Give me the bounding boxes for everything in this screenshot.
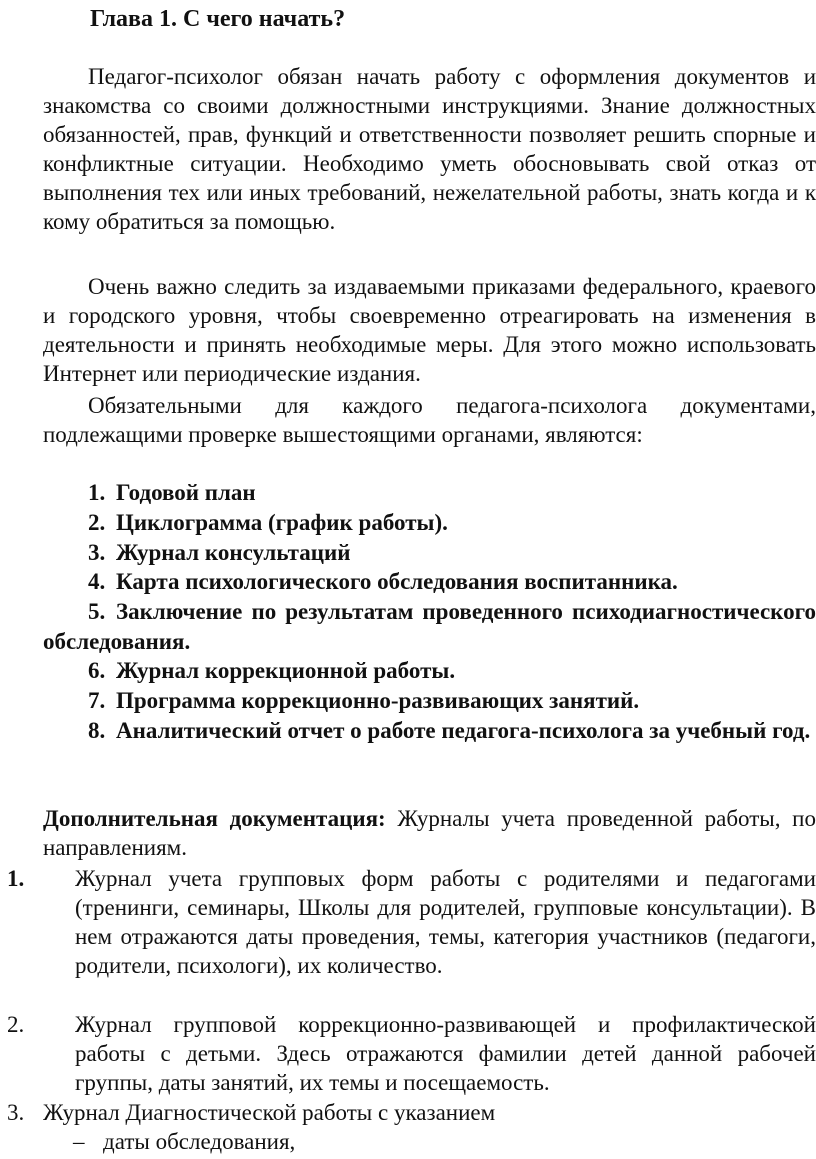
list-item xyxy=(43,538,816,568)
list-item-text: Аналитический отчет о работе педагога-психолога за учебный год. xyxy=(116,718,811,743)
list-item-text: Журнал учета групповых форм работы с родителями и педагогами (тренинги, семинары, Школы для родителей, групповые консультации). В нем отражаются даты проведения, темы, категория участников (педагоги, родители, психологи), их количество. xyxy=(75,866,816,978)
list-item-number: 6. xyxy=(88,658,106,683)
list-item xyxy=(7,1010,816,1097)
list-item xyxy=(43,478,816,508)
dash-marker: – xyxy=(73,1129,85,1154)
list-item-number: 7. xyxy=(88,688,106,713)
list-item-text: Журнал консультаций xyxy=(116,540,351,565)
list-item-text: Карта психологического обследования воспитанника. xyxy=(116,569,678,594)
list-item-number: 1. xyxy=(88,480,106,505)
dash-list-item-text: даты обследования, xyxy=(103,1129,296,1154)
additional-documentation-label: Дополнительная документация: xyxy=(43,806,386,831)
list-item-text: Журнал Диагностической работы с указанием xyxy=(43,1100,496,1125)
list-item-text: Журнал коррекционной работы. xyxy=(116,658,456,683)
list-item xyxy=(43,567,816,597)
list-item xyxy=(43,656,816,686)
list-item-text: Годовой план xyxy=(116,480,256,505)
list-item xyxy=(7,864,816,980)
list-item-number: 2. xyxy=(7,1012,25,1037)
list-item xyxy=(43,716,816,746)
list-item xyxy=(43,597,816,656)
list-item-text: Заключение по результатам проведенного психодиагностического обследования. xyxy=(43,599,816,654)
list-item-number: 3. xyxy=(88,540,106,565)
chapter-heading: Глава 1. С чего начать? xyxy=(90,6,346,32)
list-item-number: 5. xyxy=(88,599,106,624)
list-item-text: Журнал групповой коррекционно-развивающей и профилактической работы с детьми. Здесь отражаются фамилии детей данной рабочей группы, даты занятий, их темы и посещаемость. xyxy=(75,1012,816,1095)
list-item-text: Циклограмма (график работы). xyxy=(116,510,448,535)
additional-documentation-text: Журналы учета проведенной работы, по направлениям. xyxy=(43,806,816,860)
additional-documentation xyxy=(43,804,816,862)
list-item xyxy=(7,1098,784,1127)
list-item xyxy=(43,508,816,538)
list-item-number: 3. xyxy=(7,1100,25,1125)
paragraph-required-docs: Обязательными для каждого педагога-психолога документами, подлежащими проверке вышестоящими органами, являются: xyxy=(43,393,816,447)
paragraph-orders: Очень важно следить за издаваемыми приказами федерального, краевого и городского уровня, чтобы своевременно отреагировать на изменения в деятельности и принять необходимые меры. Для этого можно использовать Интернет или периодические издания. xyxy=(43,274,816,386)
paragraph-intro: Педагог-психолог обязан начать работу с оформления документов и знакомства со своими должностными инструкциями. Знание должностных обязанностей, прав, функций и ответственности позволяет решить спорные и конфликтные ситуации. Необходимо уметь обосновывать свой отказ от выполнения тех или иных требований, нежелательной работы, знать когда и к кому обратиться за помощью. xyxy=(43,64,816,234)
list-item xyxy=(43,686,816,716)
list-item-text: Программа коррекционно-развивающих занятий. xyxy=(116,688,640,713)
list-item-number: 1. xyxy=(7,866,25,891)
list-item-number: 2. xyxy=(88,510,106,535)
list-item-number: 4. xyxy=(88,569,106,594)
dash-list-item xyxy=(73,1127,295,1156)
list-item-number: 8. xyxy=(88,718,106,743)
